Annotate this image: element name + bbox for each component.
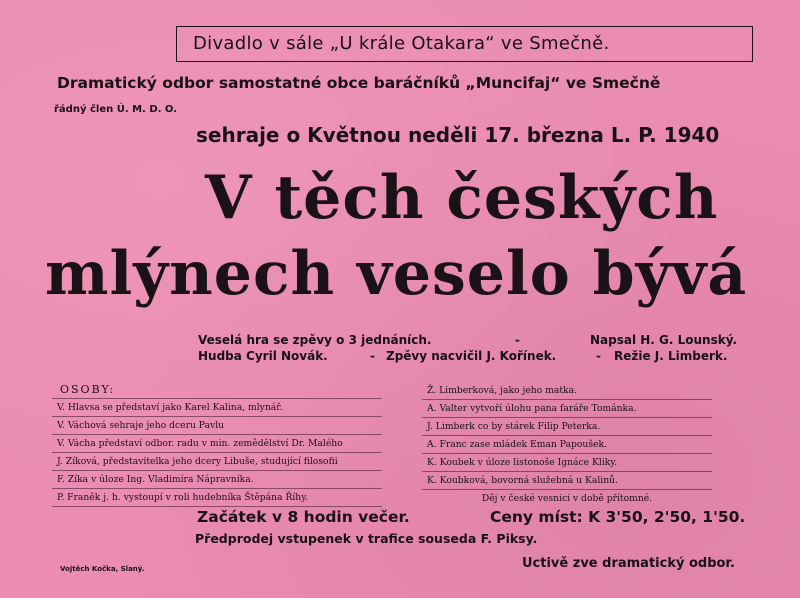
cast-row: K. Koubek v úloze listonoše Ignáce Kliky. [422,454,712,472]
separator: - [515,333,520,347]
cast-row: V. Vácha představí odbor. radu v min. zemědělství Dr. Malého [52,435,382,453]
cast-row: A. Franc zase mládek Eman Papoušek. [422,436,712,454]
cast-list-left [52,398,382,507]
member-text: řádný člen Ú. M. D. O. [54,104,177,115]
cast-row: J. Zíková, představitelka jeho dcery Libuše, studující filosofii [52,453,382,471]
author-text: Napsal H. G. Lounský. [590,333,738,347]
cast-row: J. Limberk co by stárek Filip Peterka. [422,418,712,436]
songs-text: Zpěvy nacvičil J. Kořínek. [386,349,557,363]
separator: - [370,349,375,363]
printer-credit: Vojtěch Kočka, Slaný. [60,565,145,573]
separator: - [596,349,601,363]
venue-box [176,26,753,62]
cast-row: V. Váchová sehraje jeho dceru Pavlu [52,417,382,435]
cast-row: P. Franěk j. h. vystoupí v roli hudebníka Štěpána Říhy. [52,489,382,507]
cast-row: F. Zíka v úloze Ing. Vladimíra Nápravníka. [52,471,382,489]
cast-row: V. Hlavsa se představí jako Karel Kalina, mlynář. [52,398,382,417]
setting-note: Děj v české vesnici v době přítomné. [481,493,653,504]
organizer-text: Dramatický odbor samostatné obce baráčníků „Muncifaj“ ve Smečně [57,74,661,92]
presale-info: Předprodej vstupenek v trafice souseda F. Piksy. [195,531,538,546]
invitation-text: Uctivě zve dramatický odbor. [522,556,735,571]
genre-text: Veselá hra se zpěvy o 3 jednáních. [198,333,432,347]
venue-text: Divadlo v sále „U krále Otakara“ ve Smečně. [193,33,610,54]
start-time: Začátek v 8 hodin večer. [197,508,410,526]
music-text: Hudba Cyril Novák. [198,349,328,363]
cast-heading: OSOBY: [60,383,116,396]
director-text: Režie J. Limberk. [614,349,728,363]
cast-row: A. Valter vytvoří úlohu pana faráře Tománka. [422,400,712,418]
play-title-line-1: V těch českých [205,163,719,233]
cast-row: Ž. Limberková, jako jeho matka. [422,382,712,400]
cast-row: K. Koubková, bovorná služebná u Kalinů. [422,472,712,490]
play-title-line-2: mlýnech veselo bývá [45,239,748,309]
cast-list-right [422,382,712,507]
ticket-prices: Ceny míst: K 3'50, 2'50, 1'50. [490,508,746,526]
performance-date: sehraje o Květnou neděli 17. března L. P. 1940 [196,123,720,147]
